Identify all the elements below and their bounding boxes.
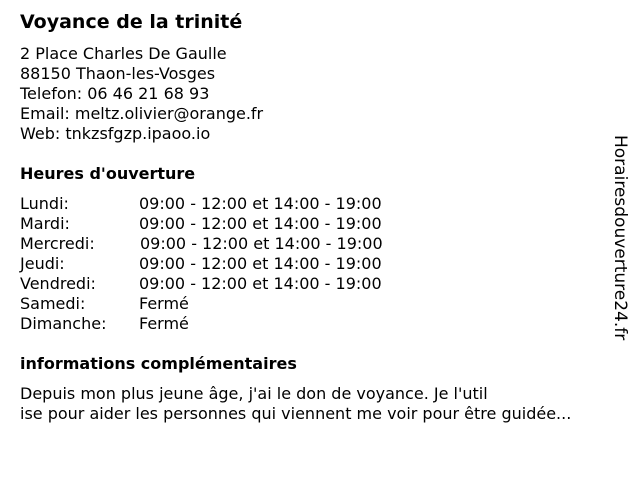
hours-value: 09:00 - 12:00 et 14:00 - 19:00 [139, 254, 382, 273]
day-label: Vendredi: [20, 274, 96, 293]
hours-value: 09:00 - 12:00 et 14:00 - 19:00 [139, 194, 382, 213]
day-label: Mardi: [20, 214, 70, 233]
day-label: Samedi: [20, 294, 86, 313]
address-line-1: 2 Place Charles De Gaulle [20, 44, 227, 63]
day-label: Lundi: [20, 194, 69, 213]
day-label: Mercredi: [20, 234, 95, 253]
hours-value: 09:00 - 12:00 et 14:00 - 19:00 [139, 214, 382, 233]
additional-info-heading: informations complémentaires [20, 354, 297, 373]
description-line-1: Depuis mon plus jeune âge, j'ai le don de voyance. Je l'util [20, 384, 488, 403]
address-line-2: 88150 Thaon-les-Vosges [20, 64, 216, 83]
day-label: Dimanche: [20, 314, 107, 333]
hours-value: 09:00 - 12:00 et 14:00 - 19:00 [139, 274, 382, 293]
hours-value: Fermé [139, 294, 189, 313]
email-line: Email: meltz.olivier@orange.fr [20, 104, 264, 123]
hours-value: Fermé [139, 314, 189, 333]
hours-value: 09:00 - 12:00 et 14:00 - 19:00 [140, 234, 383, 253]
web-line: Web: tnkzsfgzp.ipaoo.io [20, 124, 211, 143]
contact-block [20, 44, 263, 144]
day-label: Jeudi: [20, 254, 65, 273]
description-line-2: ise pour aider les personnes qui viennent me voir pour être guidée... [20, 404, 572, 423]
site-watermark: Horairesdouverture24.fr [610, 135, 630, 341]
description-text [20, 384, 620, 424]
business-name: Voyance de la trinité [20, 11, 243, 33]
opening-hours-heading: Heures d'ouverture [20, 164, 196, 183]
phone-line: Telefon: 06 46 21 68 93 [20, 84, 210, 103]
